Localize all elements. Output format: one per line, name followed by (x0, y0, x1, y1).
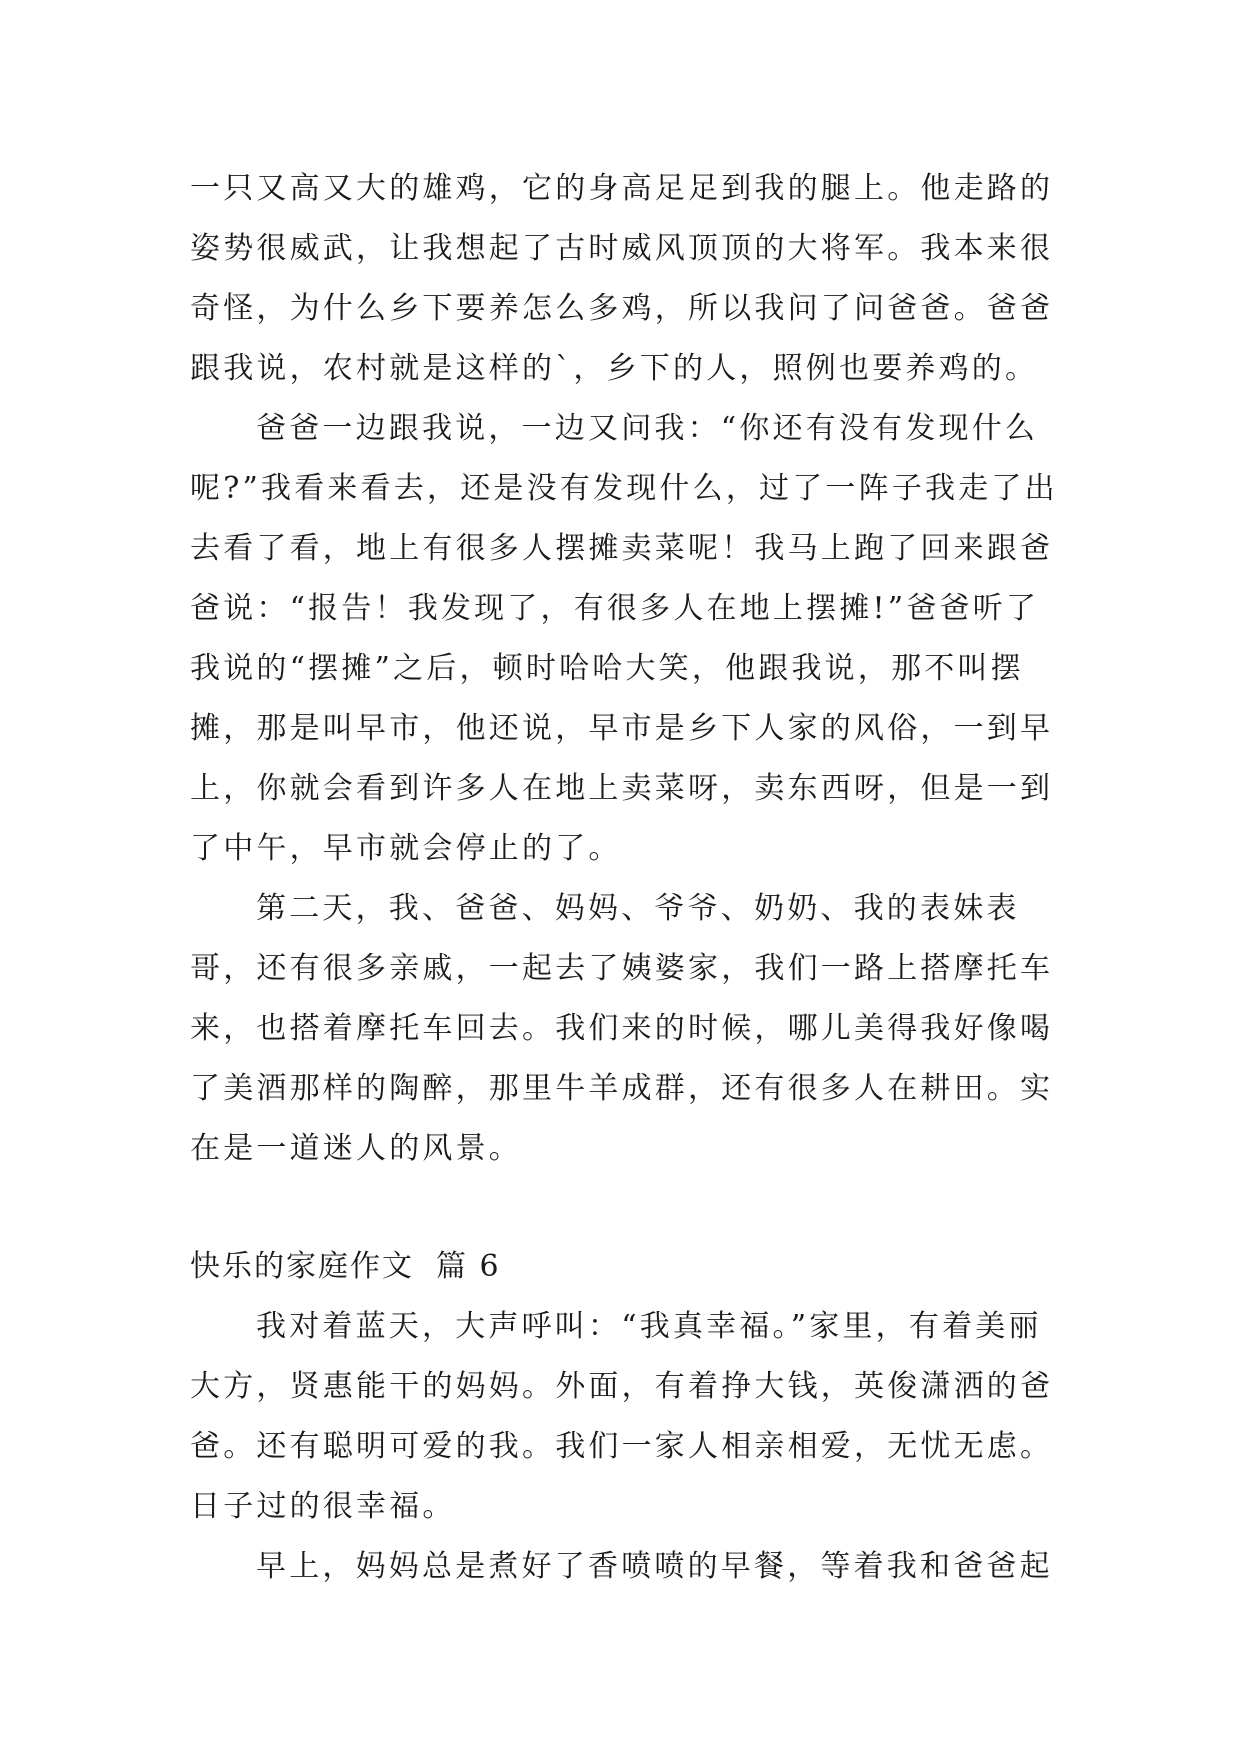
paragraph-happy-family: 我对着蓝天，大声呼叫：“我真幸福。”家里，有着美丽大方，贤惠能干的妈妈。外面，有着挣大钱，英俊潇洒的爸爸。还有聪明可爱的我。我们一家人相亲相爱，无忧无虑。日子过的很幸福。 (190, 1309, 1054, 1524)
paragraph-morning-market: 爸爸一边跟我说，一边又问我：“你还有没有发现什么呢?”我看来看去，还是没有发现什么，过了一阵子我走了出去看了看，地上有很多人摆摊卖菜呢！我马上跑了回来跟爸爸说：“报告！我发现了，有很多人在地上摆摊!”爸爸听了我说的“摆摊”之后，顿时哈哈大笑，他跟我说，那不叫摆摊，那是叫早市，他还说，早市是乡下人家的风俗，一到早上，你就会看到许多人在地上卖菜呀，卖东西呀，但是一到了中午，早市就会停止的了。 (190, 411, 1058, 866)
section-heading-label: 篇 6 (436, 1249, 501, 1284)
section-heading (190, 1237, 1060, 1297)
paragraph-second-day: 第二天，我、爸爸、妈妈、爷爷、奶奶、我的表妹表哥，还有很多亲戚，一起去了姨婆家，我们一路上搭摩托车来，也搭着摩托车回去。我们来的时候，哪儿美得我好像喝了美酒那样的陶醉，那里牛羊成群，还有很多人在耕田。实在是一道迷人的风景。 (190, 891, 1054, 1166)
section-heading-title: 快乐的家庭作文 (190, 1249, 414, 1284)
paragraph-rooster: 一只又高又大的雄鸡，它的身高足足到我的腿上。他走路的姿势很威武，让我想起了古时威风顶顶的大将军。我本来很奇怪，为什么乡下要养怎么多鸡，所以我问了问爸爸。爸爸跟我说，农村就是这样的`，乡下的人，照例也要养鸡的。 (190, 171, 1054, 386)
paragraph-breakfast: 早上，妈妈总是煮好了香喷喷的早餐，等着我和爸爸起 (256, 1549, 1053, 1584)
document-page (190, 159, 1060, 1597)
